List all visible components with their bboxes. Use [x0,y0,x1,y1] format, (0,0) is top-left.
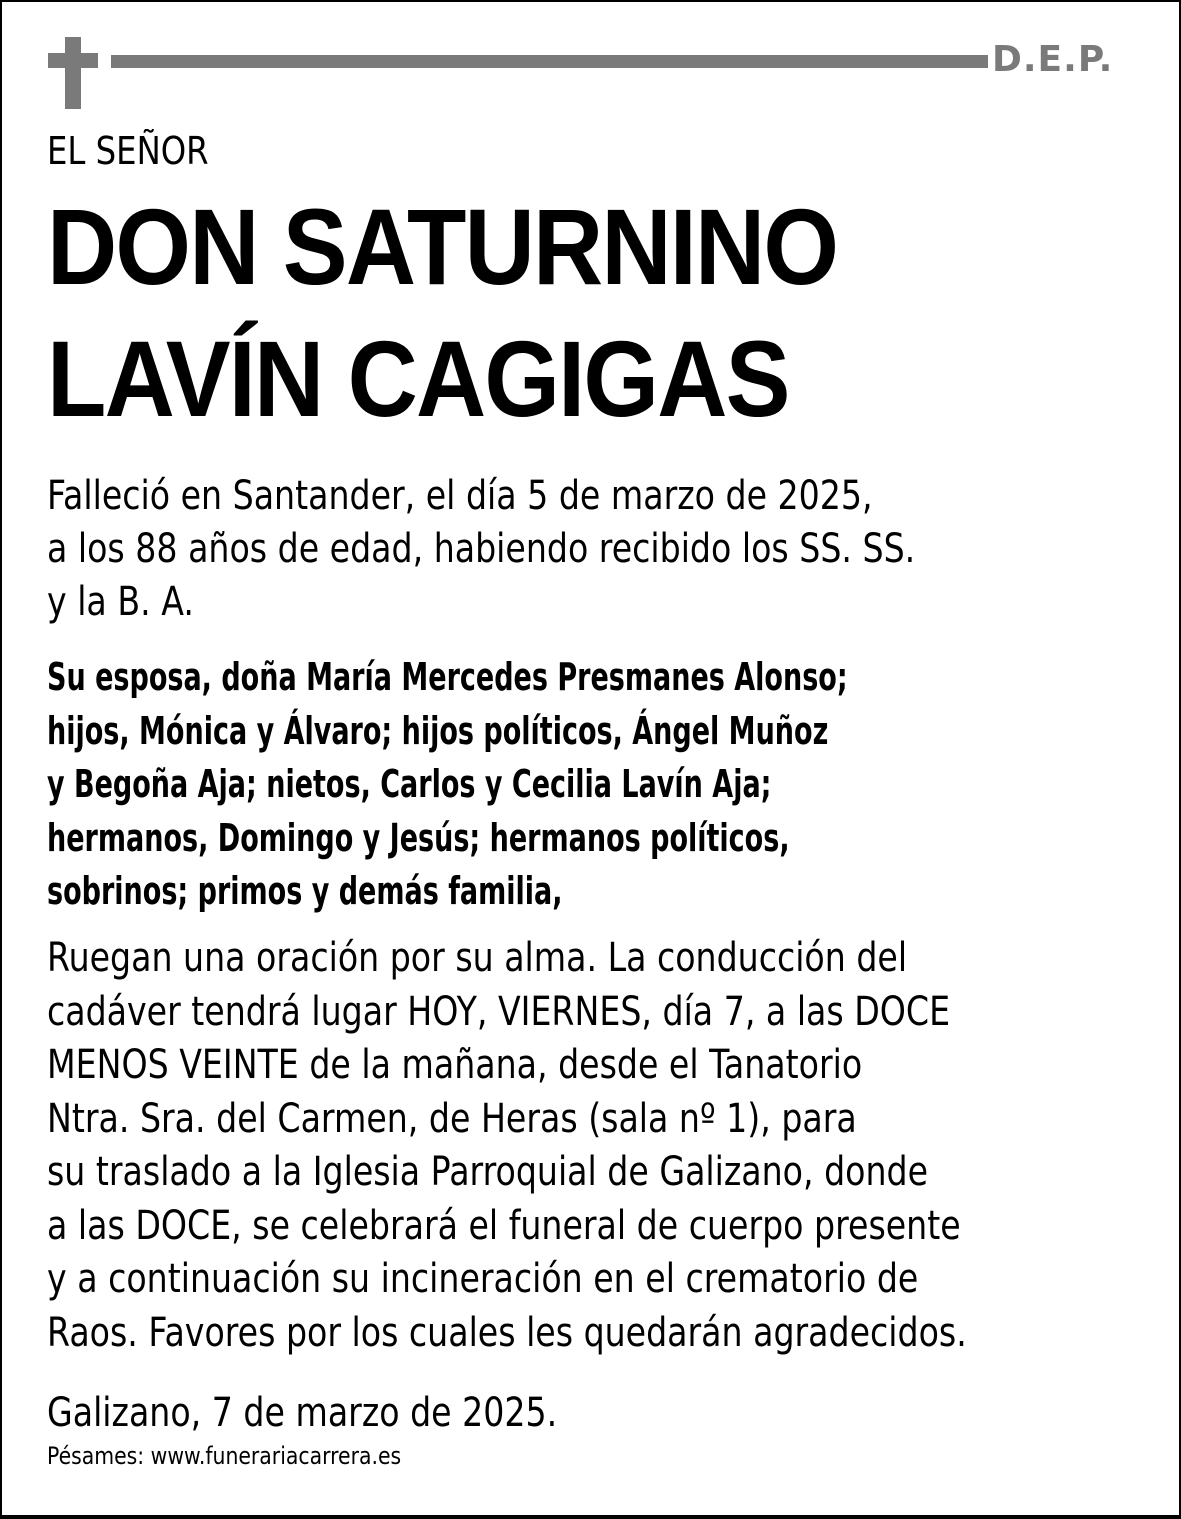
cross-icon-bar [48,53,98,68]
service-line: su traslado a la Iglesia Parroquial de Galizano, donde [47,1149,929,1195]
death-notice-line: y la B. A. [47,579,194,625]
service-details [47,932,967,1360]
header-rule [111,55,988,68]
service-line: cadáver tendrá lugar HOY, VIERNES, día 7, a las DOCE [47,988,951,1035]
family-line: hermanos, Domingo y Jesús; hermanos políticos, [47,815,790,860]
dep-label: D.E.P. [992,39,1114,80]
family-list [47,651,848,919]
condolences-link[interactable]: Pésames: www.funerariacarrera.es [47,1442,402,1470]
deceased-name-line-2: LAVÍN CAGIGAS [47,318,789,439]
honorific: EL SEÑOR [47,129,209,173]
family-line: Su esposa, doña María Mercedes Presmanes Alonso; [47,655,848,699]
service-line: MENOS VEINTE de la mañana, desde el Tanatorio [47,1042,863,1088]
service-line: a las DOCE, se celebrará el funeral de cuerpo presente [47,1202,961,1249]
service-line: Ntra. Sra. del Carmen, de Heras (sala nº 1), para [47,1095,857,1142]
death-notice-line: a los 88 años de edad, habiendo recibido los SS. SS. [47,526,916,572]
death-notice [47,470,915,629]
place-date: Galizano, 7 de marzo de 2025. [47,1390,558,1436]
service-line: Ruegan una oración por su alma. La conducción del [47,935,908,981]
family-line: sobrinos; primos y demás familia, [47,869,563,913]
family-line: hijos, Mónica y Álvaro; hijos políticos, Ángel Muñoz [47,708,829,753]
death-notice-line: Falleció en Santander, el día 5 de marzo de 2025, [47,473,873,519]
cross-icon [65,37,81,109]
service-line: Raos. Favores por los cuales les quedarán agradecidos. [47,1309,967,1356]
family-line: y Begoña Aja; nietos, Carlos y Cecilia Lavín Aja; [47,762,772,806]
deceased-name-line-1: DON SATURNINO [47,186,838,307]
service-line: y a continuación su incineración en el crematorio de [47,1256,919,1302]
